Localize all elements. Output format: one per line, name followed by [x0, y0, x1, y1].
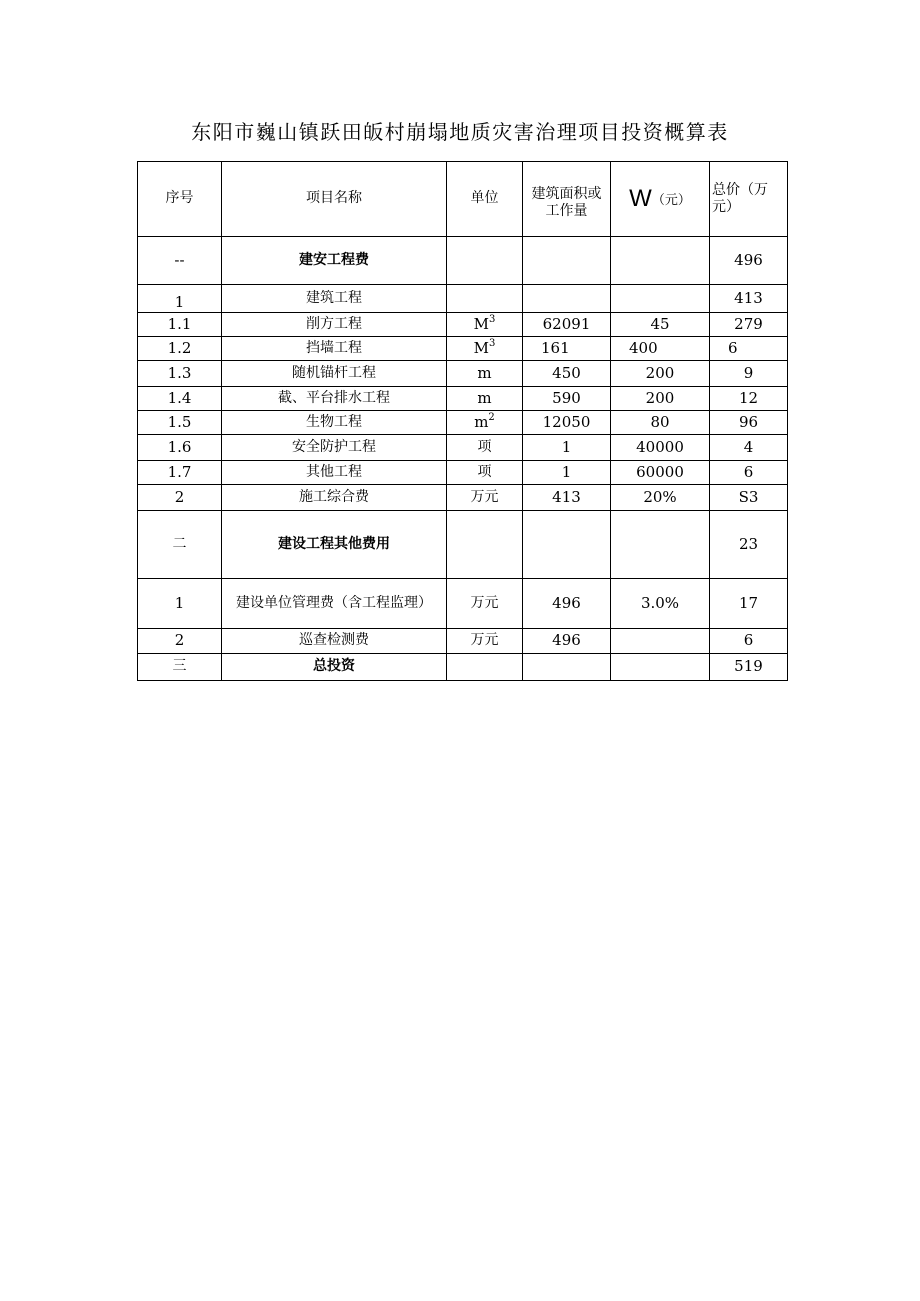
cell-unit-exponent: 3 [488, 337, 496, 349]
cell-name: 其他工程 [222, 460, 447, 484]
cell-seq: 1.3 [138, 360, 222, 386]
cell-total: 519 [710, 653, 788, 680]
cell-unit: 万元 [447, 578, 523, 628]
cell-unit [447, 237, 523, 285]
cell-name: 建设工程其他费用 [222, 510, 447, 578]
cell-seq: 2 [138, 628, 222, 653]
cell-unit-price: 400 [611, 336, 710, 360]
header-unit-price-w: W [629, 185, 652, 212]
header-total: 总价（万元） [710, 162, 788, 237]
cell-total: 12 [710, 386, 788, 410]
cell-unit-price: 80 [611, 410, 710, 434]
cell-unit-base: M [473, 314, 489, 333]
table-row [138, 285, 788, 313]
cell-seq: 2 [138, 484, 222, 510]
cell-total: 6 [710, 628, 788, 653]
cell-quantity: 590 [523, 386, 611, 410]
cell-unit-price: 200 [611, 360, 710, 386]
cell-seq: 1.6 [138, 434, 222, 460]
cell-name: 截、平台排水工程 [222, 386, 447, 410]
cell-total: 413 [710, 285, 788, 313]
cell-total: 23 [710, 510, 788, 578]
cell-seq: 1.5 [138, 410, 222, 434]
cell-total: 4 [710, 434, 788, 460]
cell-seq: 1.1 [138, 312, 222, 336]
cell-quantity: 413 [523, 484, 611, 510]
cell-name: 建筑工程 [222, 285, 447, 313]
cell-unit: m [447, 360, 523, 386]
cell-unit [447, 285, 523, 313]
cell-total: 279 [710, 312, 788, 336]
cell-unit [447, 653, 523, 680]
cell-quantity: 1 [523, 434, 611, 460]
cell-seq: 1 [138, 578, 222, 628]
cell-seq: 三 [138, 653, 222, 680]
cell-unit-exponent: 3 [488, 313, 496, 325]
cell-quantity: 12050 [523, 410, 611, 434]
cell-unit: 万元 [447, 484, 523, 510]
cell-unit-price [611, 285, 710, 313]
cell-seq: 1 [138, 285, 222, 313]
cell-unit-exponent: 2 [488, 411, 495, 423]
header-unit-price-unit: （元） [651, 193, 691, 208]
cell-quantity: 450 [523, 360, 611, 386]
cell-name: 削方工程 [222, 312, 447, 336]
table-header-row [138, 162, 788, 237]
table-row [138, 410, 788, 434]
cell-name: 建安工程费 [222, 237, 447, 285]
cell-unit: m [447, 386, 523, 410]
table-row [138, 484, 788, 510]
cell-name: 巡查检测费 [222, 628, 447, 653]
cell-seq: 二 [138, 510, 222, 578]
cell-unit-price: 40000 [611, 434, 710, 460]
cell-quantity: 62091 [523, 312, 611, 336]
table-row [138, 628, 788, 653]
cell-quantity [523, 237, 611, 285]
cell-name: 生物工程 [222, 410, 447, 434]
cell-total: 6 [710, 460, 788, 484]
cell-seq: 1.7 [138, 460, 222, 484]
cell-unit [447, 336, 523, 360]
cell-unit: 项 [447, 434, 523, 460]
cell-name: 施工综合费 [222, 484, 447, 510]
table-row [138, 386, 788, 410]
cell-unit [447, 312, 523, 336]
cell-unit-price: 3.0% [611, 578, 710, 628]
cell-unit-price [611, 510, 710, 578]
header-quantity: 建筑面积或工作量 [523, 162, 611, 237]
cell-unit-price: 45 [611, 312, 710, 336]
cell-unit-price: 20% [611, 484, 710, 510]
header-seq: 序号 [138, 162, 222, 237]
table-row [138, 434, 788, 460]
cell-unit-price: 200 [611, 386, 710, 410]
cell-unit: 万元 [447, 628, 523, 653]
cell-quantity [523, 510, 611, 578]
header-name: 项目名称 [222, 162, 447, 237]
cell-seq: -- [138, 237, 222, 285]
cell-total: 6 [710, 336, 788, 360]
table-row [138, 578, 788, 628]
cell-quantity [523, 653, 611, 680]
cell-name: 建设单位管理费（含工程监理） [222, 578, 447, 628]
cell-name: 总投资 [222, 653, 447, 680]
cell-unit-price: 60000 [611, 460, 710, 484]
cell-total: S3 [710, 484, 788, 510]
cell-unit: 项 [447, 460, 523, 484]
cell-name: 安全防护工程 [222, 434, 447, 460]
table-row [138, 360, 788, 386]
cell-seq: 1.2 [138, 336, 222, 360]
cell-unit-base: m [474, 412, 489, 431]
cell-unit-price [611, 628, 710, 653]
table-row [138, 336, 788, 360]
table-row [138, 653, 788, 680]
cell-quantity [523, 285, 611, 313]
table-row [138, 237, 788, 285]
table-row [138, 312, 788, 336]
cell-quantity: 496 [523, 628, 611, 653]
document-title: 东阳市巍山镇跃田皈村崩塌地质灾害治理项目投资概算表 [191, 120, 729, 144]
cell-total: 96 [710, 410, 788, 434]
header-unit: 单位 [447, 162, 523, 237]
cell-quantity: 161 [523, 336, 611, 360]
cell-unit [447, 510, 523, 578]
cell-name: 随机锚杆工程 [222, 360, 447, 386]
cell-name: 挡墙工程 [222, 336, 447, 360]
cell-total: 17 [710, 578, 788, 628]
cell-unit [447, 410, 523, 434]
cell-unit-base: M [473, 338, 489, 357]
cell-total: 9 [710, 360, 788, 386]
cell-total: 496 [710, 237, 788, 285]
cell-unit-price [611, 237, 710, 285]
cell-seq: 1.4 [138, 386, 222, 410]
table-row [138, 460, 788, 484]
cell-quantity: 1 [523, 460, 611, 484]
table-row [138, 510, 788, 578]
budget-table [137, 161, 788, 681]
cell-unit-price [611, 653, 710, 680]
header-unit-price [611, 162, 710, 237]
cell-quantity: 496 [523, 578, 611, 628]
